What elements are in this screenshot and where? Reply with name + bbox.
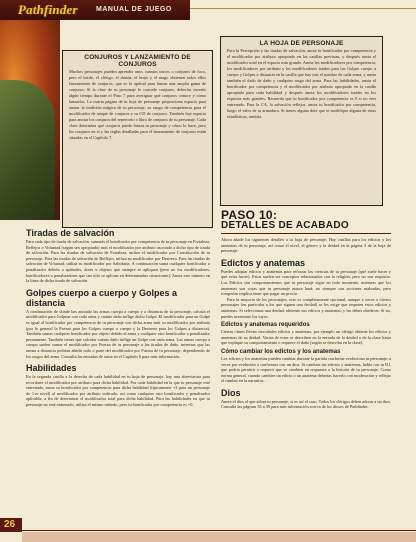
- right-column: [221, 210, 391, 410]
- footer-band: [22, 532, 416, 542]
- sidebar-text: Muchos personajes pueden aprender unos cuantos trucos o conjuros de foco, pero el bardo, el clérigo, el druida, el brujo y el mago obtienen todos ellos lanzamiento de conjuros, que es la aptitud para lanzar una amplia gama de conjuros. Si la clase de tu personaje le concede conjuros, deberías invertir algún tiempo durante el Paso 7 para averiguar qué conjuros conoce y cómo lanzarlos. La cuarta página de tu hoja de personaje proporciona espacio para anotar la tradición mágica de tu personaje, su rango de competencia para el modificador de ataque de conjuros y su CD de conjuros. También hay espacio para anotar los conjuros del repertorio o libro de conjuros de tu personaje. Cada clase determina qué conjuros puede lanzar tu personaje y cómo lo hace, pero los conjuros en sí y las reglas detalladas para el lanzamiento de conjuros están situadas en el Capítulo 7.: [69, 69, 206, 140]
- paragraph: A continuación de donde has anotado las armas cuerpo a cuerpo y a distancia de tu personaje, calcula el modificador para Golpear con cada arma y cuánto daño inflige dicho Golpe. El modificador para un Golpe es igual al bonificador por competencia de tu personaje con dicha arma más su modificador por atributo (por lo general la Fuerza para los Golpes cuerpo a cuerpo y la Destreza para los Golpes a distancia). También sumas cualquier bonificador por objeto debido al arma y cualquier otro bonificador o penalizador permanente. También tienes que calcular cuánto daño inflige un Golpe con cada arma. Las armas cuerpo a cuerpo suelen sumar el modificador por Fuerza de tu personaje a las tiradas de daño, mientras que las armas a distancia podrían añadir todo o parte del modificador por Fuerza de tu personaje, dependiendo de los rasgos del arma. Consulta las entradas de arma en el Capítulo 6 para más información.: [26, 308, 210, 359]
- left-column: [26, 184, 210, 408]
- paragraph: En la segunda casilla a la derecha de cada habilidad en tu hoja de personaje, hay una abreviatura para recordarte el modificador por atributo para dicha habilidad. Por cada habilidad en la que tu personaje esté entrenado, suma su bonificador por competencia para dicha habilidad (típicamente +3 para un personaje de 1.er nivel) al modificador por atributo indicado, así como cualquier otro bonificador y penalizador aplicable, a fin de determinar el modificador total para dicha habilidad. Para las habilidades en que tu personaje no está entrenado, utiliza el mismo método, pero tu bonificador por competencia es +0.: [26, 374, 210, 408]
- paragraph: Para la mayoría de los personajes, esto es completamente opcional, aunque a veces a ciertos personajes (en particular a los que siguen una deidad) se les exige que respeten estos edictos y anatemas. Si seleccionas una deidad, obtienes sus edictos y anatemas, y las debes obedecer. Si no, puedes inventarte los tuyos.: [221, 296, 391, 319]
- page-header: [0, 0, 416, 20]
- sidebar-character-sheet: [220, 36, 383, 206]
- pathfinder-logo: Pathfinder: [18, 2, 78, 17]
- page-number: 26: [4, 519, 16, 530]
- heading-god: Dios: [221, 387, 241, 398]
- sidebar-text: Para la Percepción y las tiradas de salvación, anota tu bonificador por competencia y el modificador por atributo apropiado en las casillas previstas, y después anota el modificador total en el espacio más grande. Anota los modificadores por competencia, los modificadores por atributo y los modificadores totales para tus Golpes cuerpo a cuerpo y Golpes a distancia en la casilla que hay tras el nombre de cada arma, y anota también el dado de daño y cualquier rasgo del arma. Para las habilidades, anota el bonificador por competencia y el modificador por atributo apropiado en la casilla apropiada para cada habilidad y después anota los modificadores totales en los espacios más grandes. Recuerda que tu bonificador por competencia es 0 si no eres entrenado. Para la CA, la salvación reflejos, anota tu bonificador por competencia, luego el valor de tu armadura. Si tienes alguna dote que te modifique alguna de estas estadísticas, anótala.: [227, 48, 376, 119]
- paragraph: Ahora añade los siguientes detalles a tu hoja de personaje. Hay casillas para los edictos y los anatemas de tu personaje, así como el nivel, el género y la deidad en la página 3 de la hoja de personaje.: [221, 237, 391, 254]
- page-number-tab: [0, 518, 22, 532]
- heading-saves: Tiradas de salvación: [26, 228, 115, 238]
- step-rule: [221, 233, 391, 234]
- header-rule: [190, 8, 416, 9]
- paragraph: Anota el dios al que adora tu personaje, si es así el caso. Todos los clérigos deben adorar a un dios. Consulta las páginas 35 a 39 para más información acerca de los dioses de Pathfinder.: [221, 398, 391, 410]
- heading-strikes: Golpes cuerpo a cuerpo y Golpes a distancia: [26, 287, 178, 308]
- subheading-required: Edictos y anatemas requeridos: [221, 322, 310, 329]
- step-title: DETALLES DE ACABADO: [221, 220, 349, 231]
- heading-skills: Habilidades: [26, 363, 77, 374]
- step-number: PASO 10:: [221, 208, 278, 222]
- footer-rule: [22, 530, 416, 531]
- paragraph: Ciertas clases llevan vinculados edictos y anatemas, por ejemplo un clérigo obtiene los edictos y anatemas de su deidad. Varias de estas se describen en la entrada de la deidad o de la clase hasta que explique su comportamiento o requiere el daño (según se describa en la clase).: [221, 329, 391, 346]
- subheading-change: Cómo cambiar los edictos y los anatemas: [221, 348, 341, 355]
- heading-edicts: Edictos y anatemas: [221, 257, 306, 268]
- book-title: MANUAL DE JUEGO: [96, 6, 172, 13]
- sidebar-title: CONJUROS Y LANZAMIENTO DE CONJUROS: [84, 54, 191, 68]
- paragraph: Para cada tipo de tirada de salvación, sumarás el bonificador por competencia de tu personaje en Fortaleza, Reflejos o Voluntad (según sea apropiado) más el modificador por atributo asociado a dicho tipo de tirada de salvación. Para las tiradas de salvación de Fortaleza, utiliza el modificador por Constitución de tu personaje. Para las tiradas de salvación de Reflejos, utiliza su modificador por Destreza. Para las tiradas de salvación de Voluntad, utiliza su modificador por Sabiduría. A continuación suma cualquier bonificador o penalizador debido a aptitudes, dotes u objetos que siempre se apliquen (pero no los modificadores, bonificadores o penalizadores que tan sólo se aplican en determinadas situaciones). Anota este número en la línea de dicha tirada de salvación.: [26, 239, 210, 284]
- paragraph: Los edictos y los anatemas pueden cambiar durante la partida conforme evoluciona tu personaje; a veces por evolución o confrontar con un dios. Si cambias tus edictos y anatemas, habla con tu DJ, que podría permitir o requerir que se cambien en respuesta a la historia de tu personaje. Como norma general, cuando cambies un edicto o un anatema deberías hacerlo con moderación y reflejar el cambio en la narrativa.: [221, 355, 391, 384]
- sidebar-title: LA HOJA DE PERSONAJE: [259, 40, 344, 47]
- paragraph: Puedes adoptar edictos y anatemas para reforzar los ciencias de tu personaje (qué suele hacer y qué evita hacer). Estos suelen ser conceptos relacionados con la religión, pero no son requisito. Los Edictos son comportamientos que tu personaje sigue en todo momento, mientras que los anatemas son cosas que tu personaje nunca hará; no siempre son acciones malvadas, pero romperlas implica tener que pagar un precio.: [221, 268, 391, 297]
